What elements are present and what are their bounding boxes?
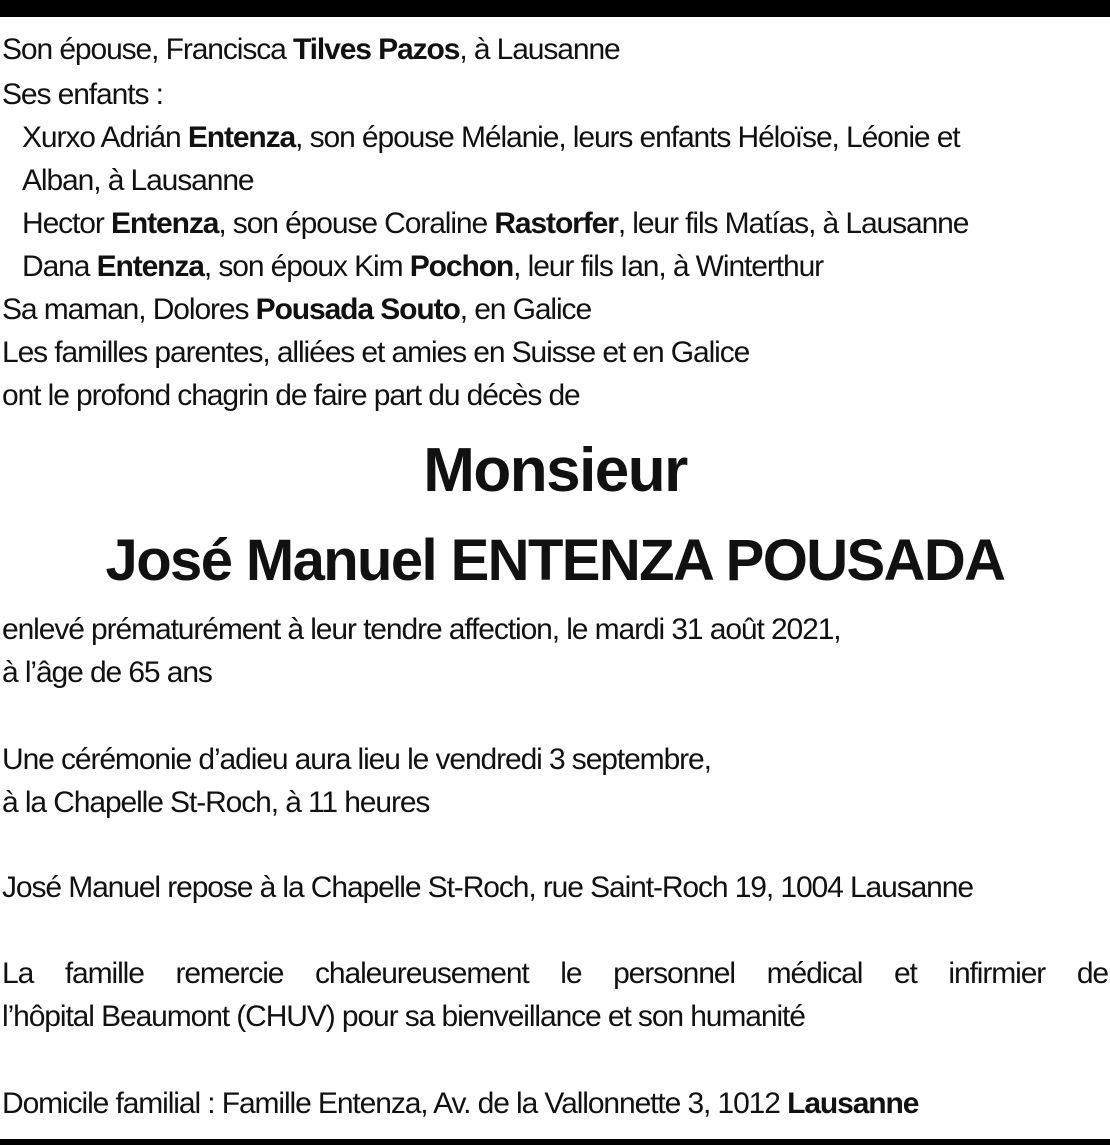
ceremony-line1: Une cérémonie d’adieu aura lieu le vendredi 3 septembre, — [2, 743, 711, 776]
spouse-line — [2, 30, 620, 70]
thanks-line2: l’hôpital Beaumont (CHUV) pour sa bienveillance et son humanité — [2, 1000, 805, 1033]
bottom-border-rule — [0, 1139, 1110, 1145]
mother-location: , en Galice — [459, 293, 592, 326]
domicile-address: Domicile familial : Famille Entenza, Av. de la Vallonnette 3, 1012 — [2, 1087, 788, 1120]
deceased-honorific: Monsieur — [423, 436, 687, 505]
mother-line — [2, 290, 591, 330]
announcement-line: ont le profond chagrin de faire part du décès de — [2, 379, 580, 412]
child1-line1 — [22, 118, 960, 158]
spouse-surname: Tilves Pazos — [292, 33, 460, 66]
domicile-line — [2, 1084, 918, 1124]
spouse-location: , à Lausanne — [459, 33, 620, 66]
child2-name: Hector — [22, 207, 111, 240]
death-line2: à l’âge de 65 ans — [2, 656, 212, 689]
child2-spouse-text: , son épouse Coraline — [218, 207, 495, 240]
child1-line2: Alban, à Lausanne — [22, 164, 254, 197]
relatives-line: Les familles parentes, alliées et amies en Suisse et en Galice — [2, 336, 750, 369]
child1-surname: Entenza — [187, 121, 296, 154]
child2-spouse-surname: Rastorfer — [494, 207, 618, 240]
spouse-text: Son épouse, Francisca — [2, 33, 293, 66]
deceased-name: José Manuel ENTENZA POUSADA — [105, 528, 1005, 593]
child3-details: , leur fils Ian, à Winterthur — [513, 250, 824, 283]
child2-surname: Entenza — [111, 207, 219, 240]
child3-line — [22, 247, 823, 287]
child1-details: , son épouse Mélanie, leurs enfants Héloïse, Léonie et — [295, 121, 960, 154]
child2-line — [22, 204, 968, 244]
child3-spouse-text: , son époux Kim — [203, 250, 410, 283]
children-heading: Ses enfants : — [2, 78, 163, 111]
child3-surname: Entenza — [96, 250, 204, 283]
rest-location-line: José Manuel repose à la Chapelle St-Roch, rue Saint-Roch 19, 1004 Lausanne — [2, 871, 973, 904]
child3-name: Dana — [22, 250, 97, 283]
death-line1: enlevé prématurément à leur tendre affection, le mardi 31 août 2021, — [2, 613, 841, 646]
mother-name: Sa maman, Dolores — [2, 293, 256, 326]
mother-surname: Pousada Souto — [255, 293, 460, 326]
child3-spouse-surname: Pochon — [409, 250, 514, 283]
domicile-city: Lausanne — [787, 1087, 919, 1120]
child1-name: Xurxo Adrián — [22, 121, 188, 154]
thanks-line1: La famille remercie chaleureusement le personnel médical et infirmier de — [2, 957, 1108, 990]
ceremony-line2: à la Chapelle St-Roch, à 11 heures — [2, 786, 430, 819]
top-border-rule — [0, 0, 1110, 17]
child2-details: , leur fils Matías, à Lausanne — [617, 207, 969, 240]
